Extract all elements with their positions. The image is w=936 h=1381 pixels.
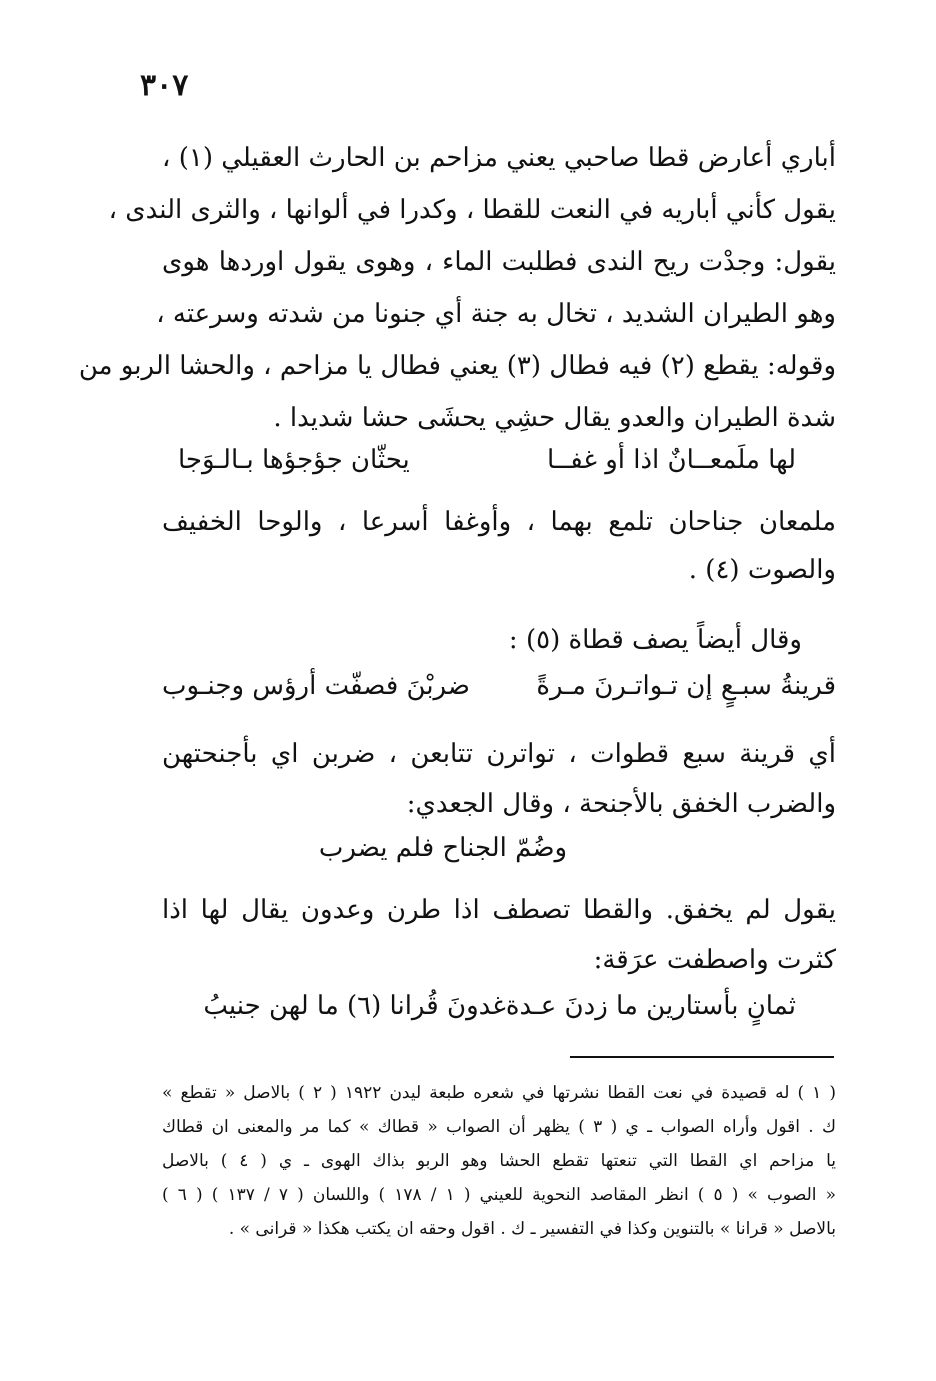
verse-1 (178, 440, 796, 480)
body-line-5: وقوله: يقطع (٢) فيه فطال (٣) يعني فطال يا مزاحم ، والحشا الربو من (78, 351, 836, 381)
verse-3: وضُمّ الجناح فلم يضرب (318, 833, 568, 863)
para4-line-1: يقول لم يخفق. والقطا تصطف اذا طرن وعدون يقال لها اذا (162, 895, 836, 925)
para2-line-2: والصوت (٤) . (688, 555, 836, 585)
body-line-1: أباري أعارض قطا صاحبي يعني مزاحم بن الحارث العقيلي (١) ، (162, 143, 836, 173)
body-line-4: وهو الطيران الشديد ، تخال به جنة أي جنونا من شدته وسرعته ، (156, 299, 836, 329)
body-line-6: شدة الطيران والعدو يقال حشِي يحشَى حشا شديدا . (273, 403, 836, 433)
footnote-line-2: ك . اقول وأراه الصواب ـ ي ( ٣ ) يظهر أن الصواب « قطاك » كما مر والمعنى ان قطاك (162, 1117, 837, 1137)
verse-2-first-hemistich: قرينةُ سبـعٍ إن تـواتـرنَ مـرةً (536, 671, 836, 701)
body-line-2: يقول كأني أباريه في النعت للقطا ، وكدرا في ألوانها ، والثرى الندى ، (108, 195, 836, 225)
para3-line-2: والضرب الخفق بالأجنحة ، وقال الجعدي: (406, 789, 836, 819)
para4-line-2: كثرت واصطفت عرَقة: (593, 945, 836, 975)
footnote-line-3: يا مزاحم اي القطا التي تنعتها تقطع الحشا وهو الربو بذاك الهوى ـ ي ( ٤ ) بالاصل (162, 1151, 836, 1171)
para2-line-1: ملمعان جناحان تلمع بهما ، وأوغفا أسرعا ، والوحا الخفيف (162, 507, 836, 537)
page-number: ٣٠٧ (140, 68, 189, 103)
footnote-line-4: « الصوب » ( ٥ ) انظر المقاصد النحوية للعيني ( ١ / ١٧٨ ) واللسان ( ٧ / ١٣٧ ) ( ٦ ) (162, 1185, 836, 1205)
verse-4-second-hemistich: غدونَ قُرانا (٦) ما لهن جنيبُ (203, 991, 506, 1021)
footnote-line-1: ( ١ ) له قصيدة في نعت القطا نشرتها في شعره طبعة ليدن ١٩٢٢ ( ٢ ) بالاصل « تقطع » (162, 1083, 836, 1103)
body-line-3: يقول: وجدْت ريح الندى فطلبت الماء ، وهوى يقول اوردها هوى (162, 247, 836, 277)
footnote-line-5: بالاصل « قرانا » بالتنوين وكذا في التفسير ـ ك . اقول وحقه ان يكتب هكذا « قرانى » . (228, 1219, 836, 1239)
para3-line-1: أي قرينة سبع قطوات ، تواترن تتابعن ، ضربن اي بأجنحتهن (162, 739, 836, 769)
verse-2-second-hemistich: ضربْنَ فصفّت أرؤس وجنـوب (162, 671, 470, 701)
verse-2 (162, 666, 836, 706)
verse-1-second-hemistich: يحثّان جؤجؤها بـالـوَجا (178, 445, 410, 475)
verse-4 (203, 986, 796, 1026)
verse-1-first-hemistich: لها ملَمعــانٌ اذا أو غفــا (547, 445, 796, 475)
footnote-separator (570, 1056, 834, 1058)
verse-2-intro: وقال أيضاً يصف قطاة (٥) : (508, 625, 802, 655)
verse-4-first-hemistich: ثمانٍ بأستارين ما زدنَ عـدة (505, 991, 796, 1021)
